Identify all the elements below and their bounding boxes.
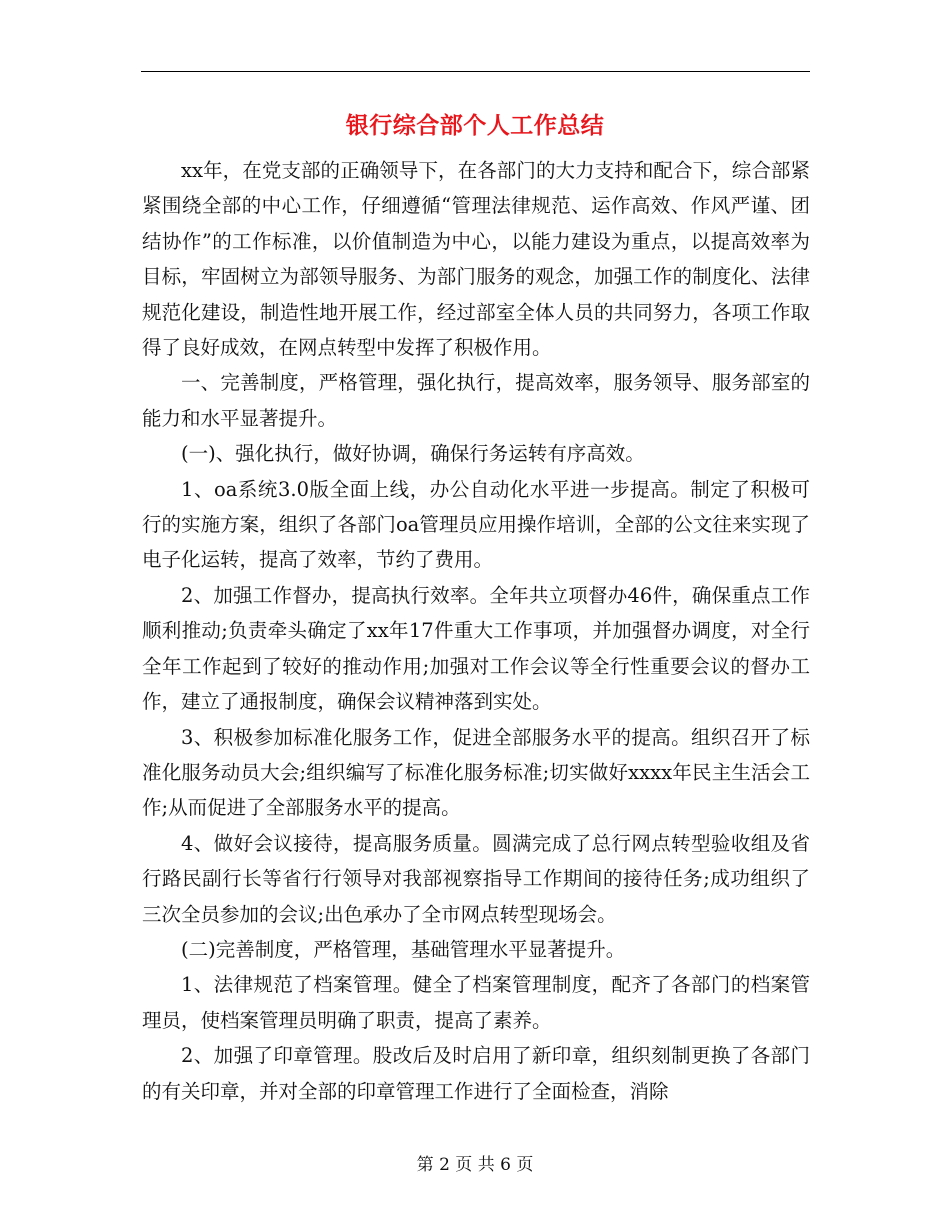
paragraph-item-seal-management: 2、加强了印章管理。股改后及时启用了新印章，组织刻制更换了各部门的有关印章，并对全部的印章管理工作进行了全面检查，消除 (142, 1044, 810, 1103)
header-rule (141, 71, 810, 72)
paragraph-item-meeting-reception: 4、做好会议接待，提高服务质量。圆满完成了总行网点转型验收组及省行路民副行长等省行行领导对我部视察指导工作期间的接待任务;成功组织了三次全员参加的会议;出色承办了全市网点转型现场会。 (142, 831, 810, 926)
paragraph-section-1-heading: 一、完善制度，严格管理，强化执行，提高效率，服务领导、服务部室的能力和水平显著提升。 (142, 371, 810, 430)
paragraph-item-archive-management: 1、法律规范了档案管理。健全了档案管理制度，配齐了各部门的档案管理员，使档案管理员明确了职责，提高了素养。 (142, 973, 810, 1032)
paragraph-intro: xx年，在党支部的正确领导下，在各部门的大力支持和配合下，综合部紧紧围绕全部的中心工作，仔细遵循“管理法律规范、运作高效、作风严谨、团结协作”的工作标准，以价值制造为中心，以能力建设为重点，以提高效率为目标，牢固树立为部领导服务、为部门服务的观念，加强工作的制度化、法律规范化建设，制造性地开展工作，经过部室全体人员的共同努力，各项工作取得了良好成效，在网点转型中发挥了积极作用。 (142, 159, 810, 360)
paragraph-item-supervision: 2、加强工作督办，提高执行效率。全年共立项督办46件，确保重点工作顺利推动;负责牵头确定了xx年17件重大工作事项，并加强督办调度，对全行全年工作起到了较好的推动作用;加强对工作会议等全行性重要会议的督办工作，建立了通报制度，确保会议精神落到实处。 (142, 583, 810, 714)
document-title: 银行综合部个人工作总结 (345, 112, 605, 139)
paragraph-item-oa-system: 1、oa系统3.0版全面上线，办公自动化水平进一步提高。制定了积极可行的实施方案，组织了各部门oa管理员应用操作培训，全部的公文往来实现了电子化运转，提高了效率，节约了费用。 (142, 477, 810, 572)
paragraph-subsection-2-heading: (二)完善制度，严格管理，基础管理水平显著提升。 (181, 937, 626, 961)
page-number: 第 2 页 共 6 页 (416, 1155, 534, 1175)
document-body (142, 153, 810, 1109)
paragraph-subsection-1-heading: (一)、强化执行，做好协调，确保行务运转有序高效。 (181, 442, 645, 466)
paragraph-item-standardized-service: 3、积极参加标准化服务工作，促进全部服务水平的提高。组织召开了标准化服务动员大会;组织编写了标准化服务标准;切实做好xxxx年民主生活会工作;从而促进了全部服务水平的提高。 (142, 725, 810, 820)
